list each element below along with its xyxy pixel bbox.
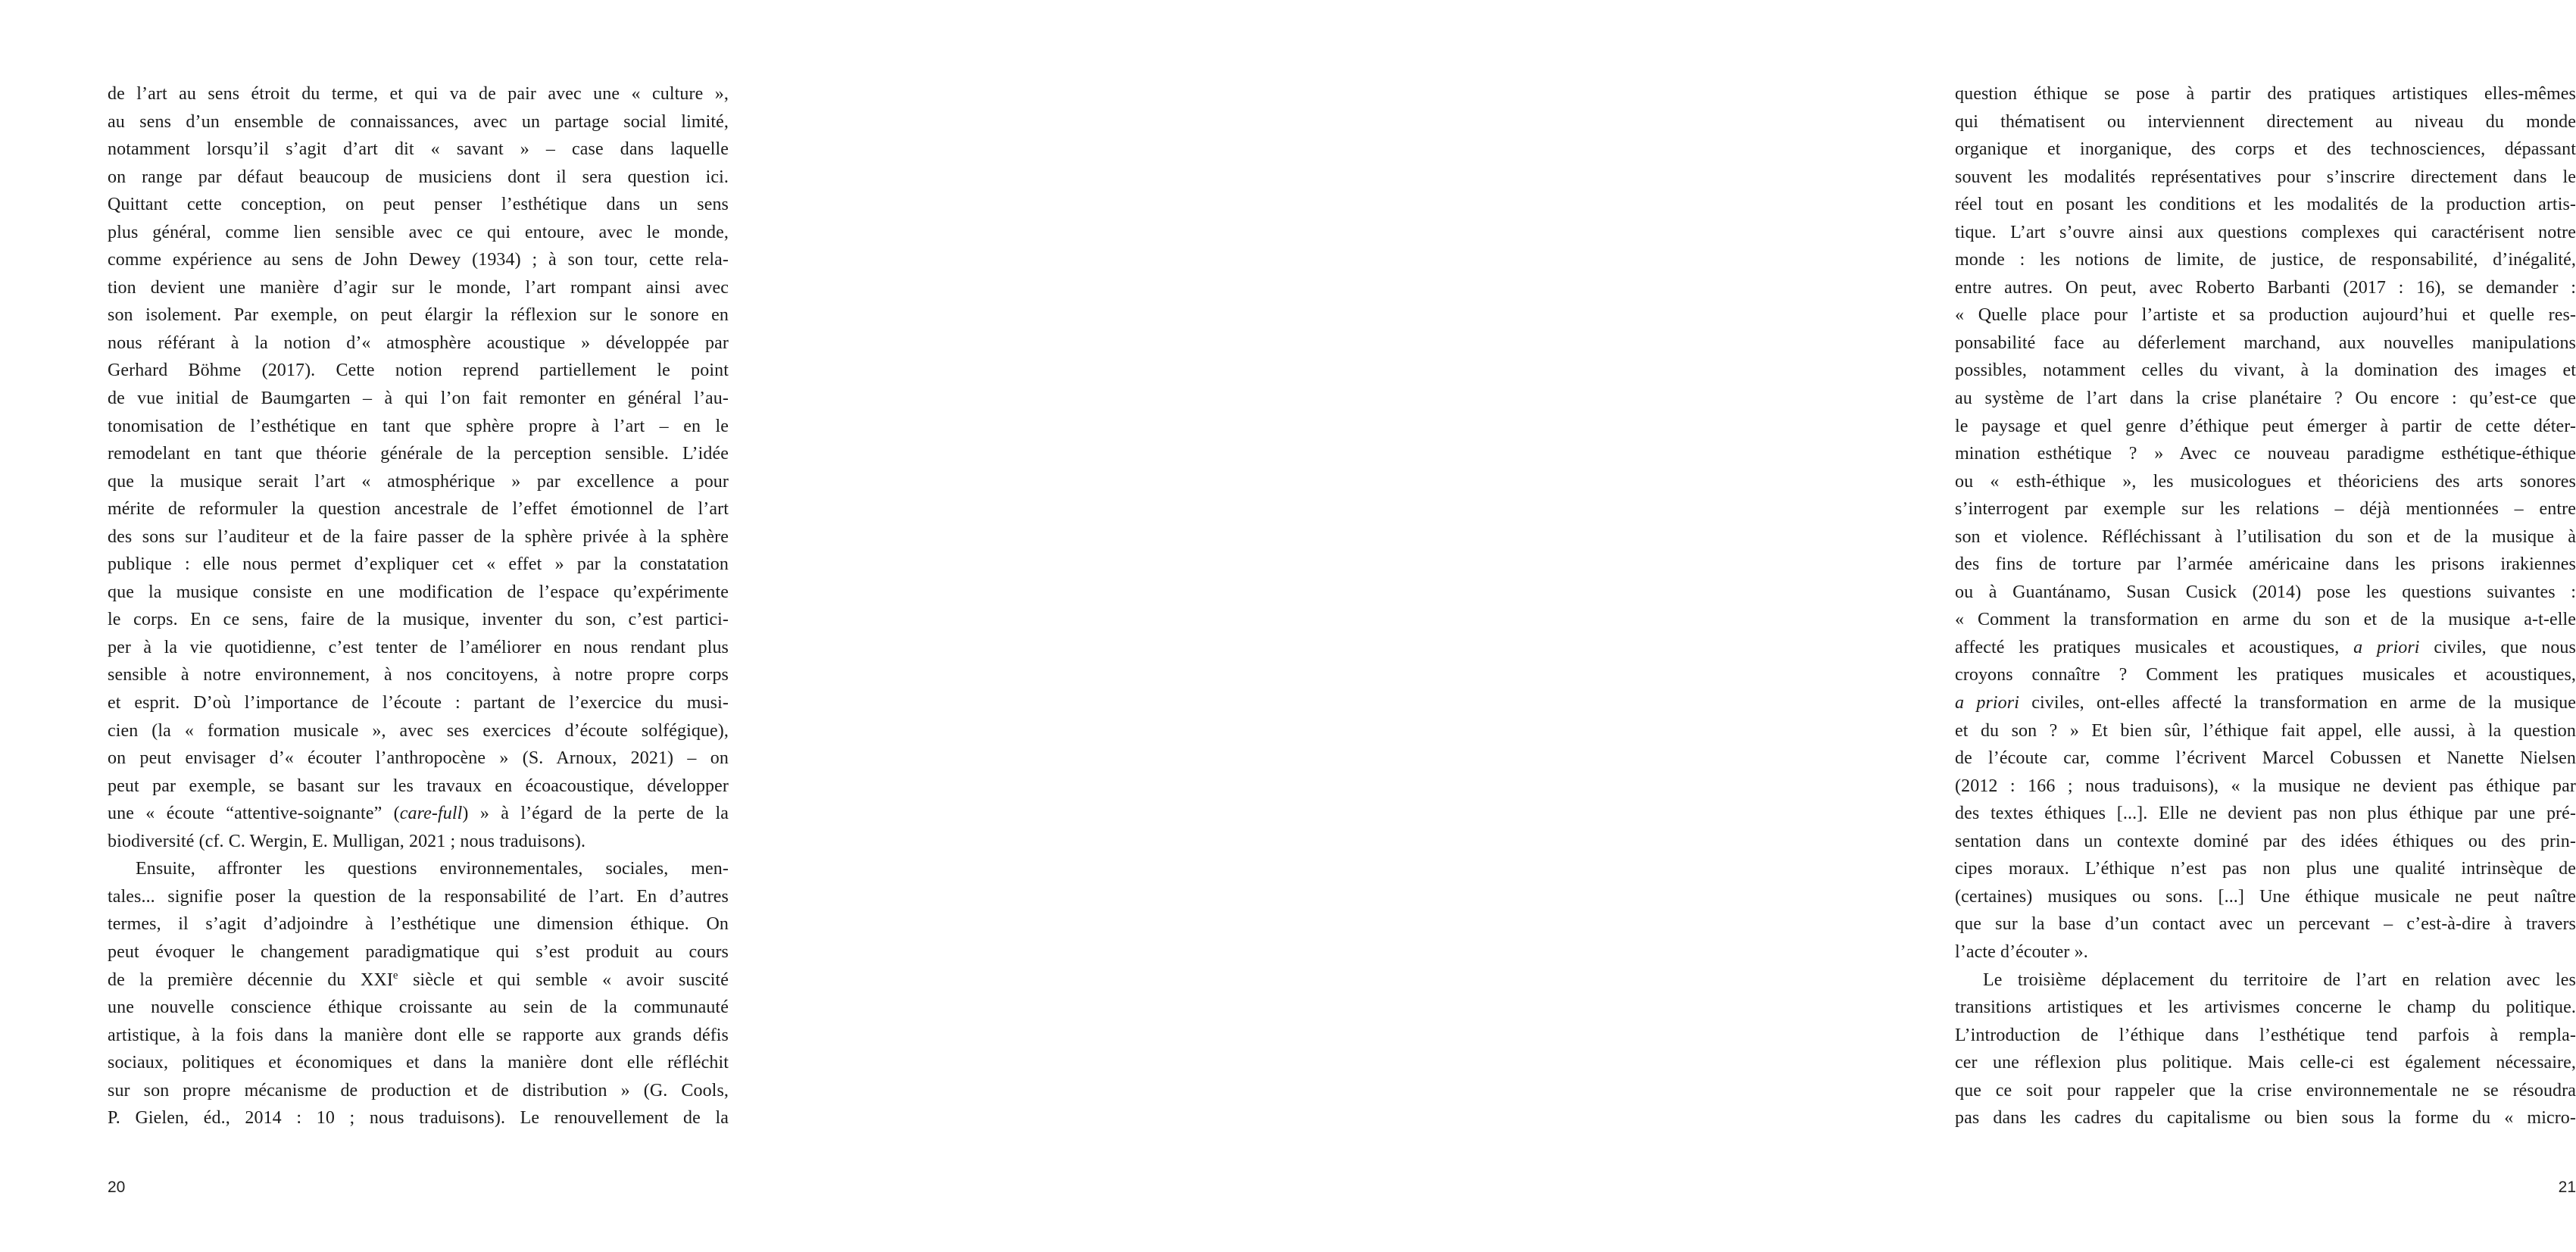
body-text: sur son propre mécanisme de production et de distribution » (G. Cools, [108, 1080, 729, 1101]
body-text: peut par exemple, se basant sur les travaux en écoacoustique, développer [108, 776, 729, 796]
body-text: Ensuite, affronter les questions environnementales, sociales, men- [136, 859, 729, 879]
body-text: monde : les notions de limite, de justice, de responsabilité, d’inégalité, [1955, 250, 2576, 270]
body-text: on peut envisager d’« écouter l’anthropocène » (S. Arnoux, 2021) – on [108, 748, 729, 769]
text-line [108, 661, 729, 689]
text-line [108, 717, 729, 745]
body-text: Le troisième déplacement du territoire de l’art en relation avec les [1983, 969, 2576, 990]
body-text: tique. L’art s’ouvre ainsi aux questions complexes qui caractérisent notre [1955, 222, 2576, 242]
text-line [108, 301, 729, 329]
body-text: ou « esth-éthique », les musicologues et théoriciens des arts sonores [1955, 471, 2576, 492]
body-text: remodelant en tant que théorie générale de la perception sensible. L’idée [108, 444, 729, 464]
text-line [1955, 1022, 2576, 1050]
text-line [1955, 745, 2576, 773]
text-line [108, 108, 729, 136]
text-line [108, 1049, 729, 1077]
body-text: des fins de torture par l’armée américaine dans les prisons irakiennes [1955, 554, 2576, 575]
text-line [108, 246, 729, 274]
text-line [1955, 634, 2576, 662]
text-line [1955, 357, 2576, 385]
text-line [1955, 191, 2576, 219]
body-text: plus général, comme lien sensible avec ce qui entoure, avec le monde, [108, 222, 729, 242]
italic-text: care-full [399, 804, 463, 824]
body-text: de vue initial de Baumgarten – à qui l’on fait remonter en général l’au- [108, 389, 729, 409]
text-line [108, 855, 729, 883]
text-line [1955, 1049, 2576, 1077]
text-line [1955, 413, 2576, 441]
body-text: croyons connaître ? Comment les pratiques musicales et acoustiques, [1955, 665, 2576, 685]
text-line [1955, 246, 2576, 274]
body-text: que la musique consiste en une modification de l’espace qu’expérimente [108, 582, 729, 602]
text-line [1955, 800, 2576, 828]
text-line [108, 164, 729, 192]
body-text: au sens d’un ensemble de connaissances, avec un partage social limité, [108, 111, 729, 132]
italic-text: a priori [1955, 693, 2019, 713]
text-line [108, 910, 729, 938]
body-text: per à la vie quotidienne, c’est tenter de l’améliorer en nous rendant plus [108, 637, 729, 657]
body-text: pas dans les cadres du capitalisme ou bien sous la forme du « micro- [1955, 1108, 2576, 1129]
body-text: notamment lorsqu’il s’agit d’art dit « savant » – case dans laquelle [108, 139, 729, 160]
text-line [108, 800, 729, 828]
body-text: Gerhard Böhme (2017). Cette notion reprend partiellement le point [108, 361, 729, 381]
body-text: une « écoute “attentive-soignante” ( [108, 804, 400, 824]
body-text: artistique, à la fois dans la manière dont elle se rapporte aux grands défis [108, 1025, 729, 1045]
body-text: sensible à notre environnement, à nos concitoyens, à notre propre corps [108, 665, 729, 685]
text-line [108, 606, 729, 634]
body-text: des textes éthiques [...]. Elle ne devient pas non plus éthique par une pré- [1955, 804, 2576, 824]
text-line [108, 1022, 729, 1050]
body-text: on range par défaut beaucoup de musiciens dont il sera question ici. [108, 167, 729, 187]
text-line [108, 440, 729, 468]
body-text: au système de l’art dans la crise planétaire ? Ou encore : qu’est-ce que [1955, 389, 2576, 409]
body-text: comme expérience au sens de John Dewey (1934) ; à son tour, cette rela- [108, 250, 729, 270]
text-line [1955, 523, 2576, 551]
text-line [1955, 385, 2576, 413]
text-line [1955, 661, 2576, 689]
text-line [1955, 828, 2576, 856]
text-line [1955, 301, 2576, 329]
body-text: entre autres. On peut, avec Roberto Barbanti (2017 : 16), se demander : [1955, 277, 2576, 298]
text-line [108, 1077, 729, 1105]
text-line [108, 579, 729, 607]
text-line [1955, 164, 2576, 192]
text-line [108, 828, 729, 856]
body-text: (2012 : 166 ; nous traduisons), « la musique ne devient pas éthique par [1955, 776, 2576, 796]
text-line [1955, 108, 2576, 136]
text-line [108, 994, 729, 1022]
body-text: de la première décennie du XXI [108, 969, 393, 990]
text-line [1955, 579, 2576, 607]
body-text: ) » à l’égard de la perte de la [462, 804, 729, 824]
body-text: mination esthétique ? » Avec ce nouveau paradigme esthétique-éthique [1955, 444, 2576, 464]
body-text: affecté les pratiques musicales et acoustiques, [1955, 637, 2354, 657]
text-line [108, 634, 729, 662]
text-line [1955, 855, 2576, 883]
body-text: transitions artistiques et les artivismes concerne le champ du politique. [1955, 998, 2576, 1018]
text-line [108, 357, 729, 385]
body-text: ou à Guantánamo, Susan Cusick (2014) pose les questions suivantes : [1955, 582, 2576, 602]
body-text: que sur la base d’un contact avec un percevant – c’est-à-dire à travers [1955, 914, 2576, 935]
text-line [108, 274, 729, 302]
body-text: que ce soit pour rappeler que la crise environnementale ne se résoudra [1955, 1080, 2576, 1101]
body-text: cipes moraux. L’éthique n’est pas non plus une qualité intrinsèque de [1955, 859, 2576, 879]
text-line [108, 689, 729, 717]
body-text: nous référant à la notion d’« atmosphère acoustique » développée par [108, 333, 729, 353]
text-line [1955, 994, 2576, 1022]
text-line [108, 938, 729, 966]
text-line [1955, 773, 2576, 801]
text-line [108, 551, 729, 579]
text-line [1955, 136, 2576, 164]
body-text: peut évoquer le changement paradigmatique qui s’est produit au cours [108, 941, 729, 962]
body-text: organique et inorganique, des corps et des technosciences, dépassant [1955, 139, 2576, 160]
text-line [108, 745, 729, 773]
text-line [1955, 274, 2576, 302]
body-text: (certaines) musiques ou sons. [...] Une éthique musicale ne peut naître [1955, 886, 2576, 907]
text-line [108, 191, 729, 219]
body-text: question éthique se pose à partir des pratiques artistiques elles-mêmes [1955, 84, 2576, 104]
text-line [108, 1104, 729, 1132]
text-line [108, 773, 729, 801]
text-line [1955, 1104, 2576, 1132]
body-text: P. Gielen, éd., 2014 : 10 ; nous traduisons). Le renouvellement de la [108, 1108, 729, 1129]
superscript-text: e [392, 969, 398, 982]
text-line [1955, 910, 2576, 938]
text-line [1955, 551, 2576, 579]
body-text: le paysage et quel genre d’éthique peut émerger à partir de cette déter- [1955, 416, 2576, 436]
body-text: siècle et qui semble « avoir suscité [398, 969, 729, 990]
body-text: et du son ? » Et bien sûr, l’éthique fait appel, elle aussi, à la question [1955, 720, 2576, 741]
body-text: termes, il s’agit d’adjoindre à l’esthétique une dimension éthique. On [108, 914, 729, 935]
text-line [1955, 80, 2576, 108]
body-text: cer une réflexion plus politique. Mais celle-ci est également nécessaire, [1955, 1053, 2576, 1073]
page-number-left: 20 [108, 1179, 126, 1196]
page-left [0, 0, 895, 1252]
text-line [108, 385, 729, 413]
text-line [1955, 1077, 2576, 1105]
text-column-right [1955, 80, 2576, 1132]
body-text: une nouvelle conscience éthique croissante au sein de la communauté [108, 998, 729, 1018]
text-line [1955, 219, 2576, 247]
body-text: civiles, ont-elles affecté la transformation en arme de la musique [2019, 693, 2576, 713]
text-column-left [108, 80, 729, 1132]
body-text: tonomisation de l’esthétique en tant que sphère propre à l’art – en le [108, 416, 729, 436]
text-line [108, 136, 729, 164]
body-text: tales... signifie poser la question de la responsabilité de l’art. En d’autres [108, 886, 729, 907]
body-text: sentation dans un contexte dominé par des idées éthiques ou des prin- [1955, 831, 2576, 851]
body-text: sociaux, politiques et économiques et dans la manière dont elle réfléchit [108, 1053, 729, 1073]
body-text: des sons sur l’auditeur et de la faire passer de la sphère privée à la sphère [108, 526, 729, 547]
body-text: possibles, notamment celles du vivant, à la domination des images et [1955, 361, 2576, 381]
body-text: civiles, que nous [2419, 637, 2576, 657]
body-text: mérite de reformuler la question ancestrale de l’effet émotionnel de l’art [108, 499, 729, 520]
body-text: ponsabilité face au déferlement marchand, aux nouvelles manipulations [1955, 333, 2576, 353]
body-text: réel tout en posant les conditions et les modalités de la production artis- [1955, 195, 2576, 215]
body-text: et esprit. D’où l’importance de l’écoute : partant de l’exercice du musi- [108, 693, 729, 713]
text-line [1955, 468, 2576, 496]
body-text: cien (la « formation musicale », avec ses exercices d’écoute solfégique), [108, 720, 729, 741]
text-line [1955, 495, 2576, 523]
text-line [108, 413, 729, 441]
page-right [895, 0, 2576, 1252]
body-text: « Comment la transformation en arme du son et de la musique a-t-elle [1955, 610, 2576, 630]
body-text: s’interrogent par exemple sur les relations – déjà mentionnées – entre [1955, 499, 2576, 520]
body-text: son isolement. Par exemple, on peut élargir la réflexion sur le sonore en [108, 305, 729, 326]
body-text: le corps. En ce sens, faire de la musique, inventer du son, c’est partici- [108, 610, 729, 630]
text-line [1955, 717, 2576, 745]
body-text: Quittant cette conception, on peut penser l’esthétique dans un sens [108, 195, 729, 215]
body-text: de l’art au sens étroit du terme, et qui va de pair avec une « culture », [108, 84, 729, 104]
body-text: biodiversité (cf. C. Wergin, E. Mulligan, 2021 ; nous traduisons). [108, 831, 586, 851]
text-line [1955, 883, 2576, 911]
text-line [1955, 938, 2576, 966]
text-line [108, 80, 729, 108]
text-line [1955, 966, 2576, 994]
body-text: « Quelle place pour l’artiste et sa production aujourd’hui et quelle res- [1955, 305, 2576, 326]
text-line [108, 523, 729, 551]
body-text: qui thématisent ou interviennent directement au niveau du monde [1955, 111, 2576, 132]
text-line [108, 495, 729, 523]
text-line [108, 883, 729, 911]
body-text: son et violence. Réfléchissant à l’utilisation du son et de la musique à [1955, 526, 2576, 547]
italic-text: a priori [2353, 637, 2420, 657]
body-text: de l’écoute car, comme l’écrivent Marcel Cobussen et Nanette Nielsen [1955, 748, 2576, 769]
text-line [108, 468, 729, 496]
body-text: L’introduction de l’éthique dans l’esthétique tend parfois à rempla- [1955, 1025, 2576, 1045]
text-line [108, 966, 729, 994]
body-text: l’acte d’écouter ». [1955, 941, 2088, 962]
text-line [1955, 606, 2576, 634]
body-text: que la musique serait l’art « atmosphérique » par excellence a pour [108, 471, 729, 492]
page-number-right: 21 [2558, 1179, 2576, 1196]
text-line [1955, 689, 2576, 717]
body-text: souvent les modalités représentatives pour s’inscrire directement dans le [1955, 167, 2576, 187]
text-line [108, 329, 729, 357]
text-line [1955, 440, 2576, 468]
text-line [1955, 329, 2576, 357]
body-text: tion devient une manière d’agir sur le monde, l’art rompant ainsi avec [108, 277, 729, 298]
text-line [108, 219, 729, 247]
body-text: publique : elle nous permet d’expliquer cet « effet » par la constatation [108, 554, 729, 575]
